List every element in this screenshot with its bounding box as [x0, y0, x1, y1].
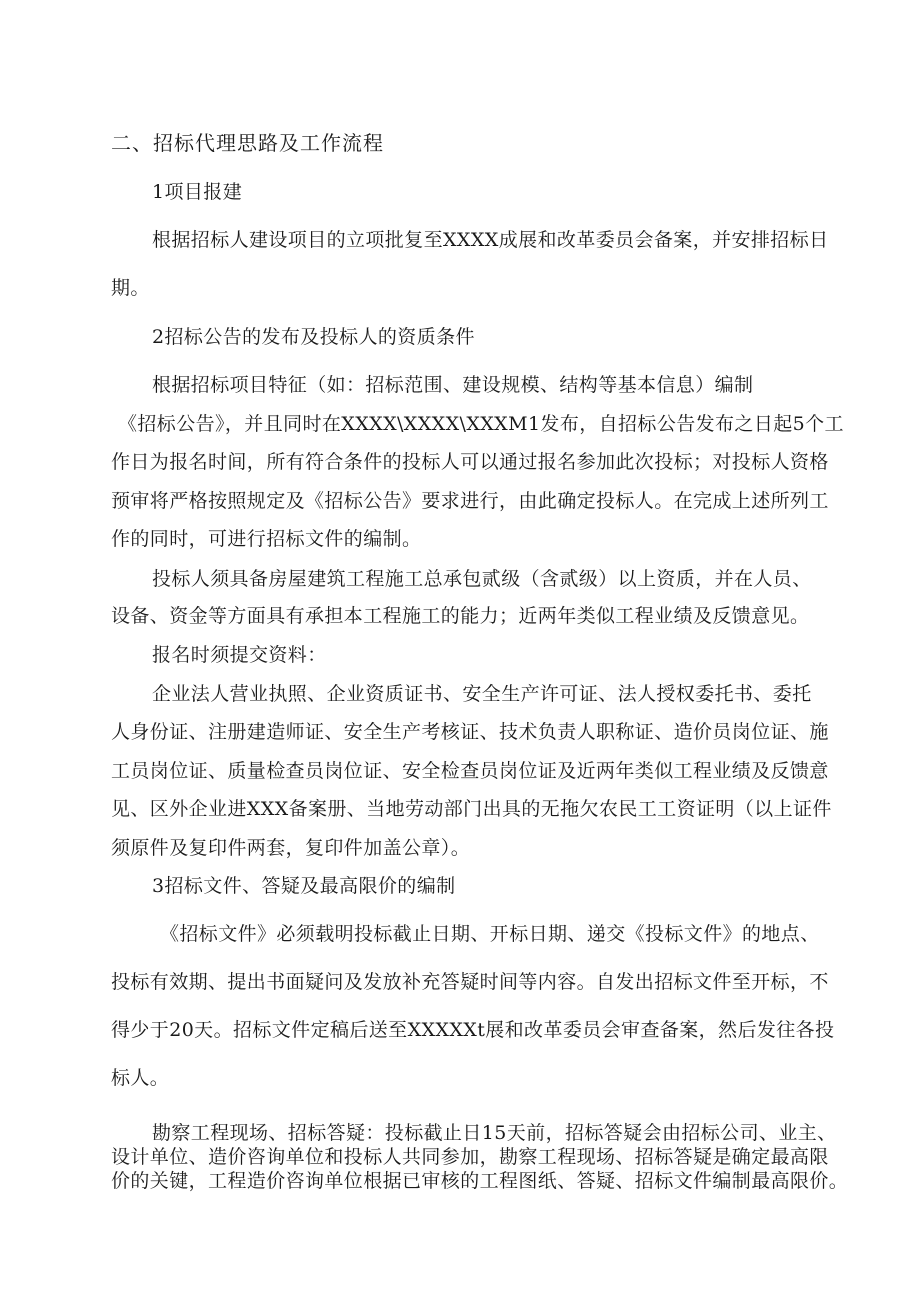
paragraph-line: 投标人须具备房屋建筑工程施工总承包贰级（含贰级）以上资质，并在人员、	[152, 568, 812, 590]
paragraph-line: 企业法人营业执照、企业资质证书、安全生产许可证、法人授权委托书、委托	[152, 683, 812, 705]
paragraph-line: 报名时须提交资料：	[152, 644, 327, 666]
paragraph-line: 设计单位、造价咨询单位和投标人共同参加，勘察工程现场、招标答疑是确定最高限	[111, 1146, 829, 1168]
paragraph-line: 《招标文件》必须载明投标截止日期、开标日期、递交《投标文件》的地点、	[160, 923, 820, 945]
paragraph-line: 投标有效期、提出书面疑问及发放补充答疑时间等内容。自发出招标文件至开标，不	[111, 971, 829, 993]
paragraph-line: 勘察工程现场、招标答疑：投标截止日15天前，招标答疑会由招标公司、业主、	[152, 1122, 837, 1144]
paragraph-line: 得少于20天。招标文件定稿后送至XXXXXt展和改革委员会审查备案，然后发往各投	[111, 1019, 835, 1041]
subsection-2-title: 2招标公告的发布及投标人的资质条件	[152, 326, 475, 348]
paragraph-line: 期。	[111, 277, 150, 299]
paragraph-line: 根据招标项目特征（如：招标范围、建设规模、结构等基本信息）编制	[152, 374, 754, 396]
section-heading: 二、招标代理思路及工作流程	[111, 131, 384, 155]
paragraph-line: 见、区外企业进XXX备案册、当地劳动部门出具的无拖欠农民工工资证明（以上证件	[111, 798, 832, 820]
paragraph-line: 须原件及复印件两套，复印件加盖公章）。	[111, 837, 471, 859]
paragraph-line: 作日为报名时间，所有符合条件的投标人可以通过报名参加此次投标；对投标人资格	[111, 451, 829, 473]
paragraph-line: 作的同时，可进行招标文件的编制。	[111, 528, 422, 550]
subsection-3-title: 3招标文件、答疑及最高限价的编制	[152, 875, 456, 897]
paragraph-line: 标人。	[111, 1067, 170, 1089]
paragraph-line: 人身份证、注册建造师证、安全生产考核证、技术负责人职称证、造价员岗位证、施	[111, 721, 829, 743]
subsection-1-title: 1项目报建	[152, 181, 243, 203]
paragraph-line: 价的关键，工程造价咨询单位根据已审核的工程图纸、答疑、招标文件编制最高限价。	[111, 1170, 849, 1192]
paragraph-line: 《招标公告》，并且同时在XXXX\XXXX\XXXM1发布，自招标公告发布之日起5个工	[118, 413, 844, 435]
paragraph-line: 预审将严格按照规定及《招标公告》要求进行，由此确定投标人。在完成上述所列工	[111, 490, 829, 512]
paragraph-line: 根据招标人建设项目的立项批复至XXXX成展和改革委员会备案，并安排招标日	[152, 229, 829, 251]
paragraph-line: 工员岗位证、质量检查员岗位证、安全检查员岗位证及近两年类似工程业绩及反馈意	[111, 760, 829, 782]
paragraph-line: 设备、资金等方面具有承担本工程施工的能力；近两年类似工程业绩及反馈意见。	[111, 605, 810, 627]
